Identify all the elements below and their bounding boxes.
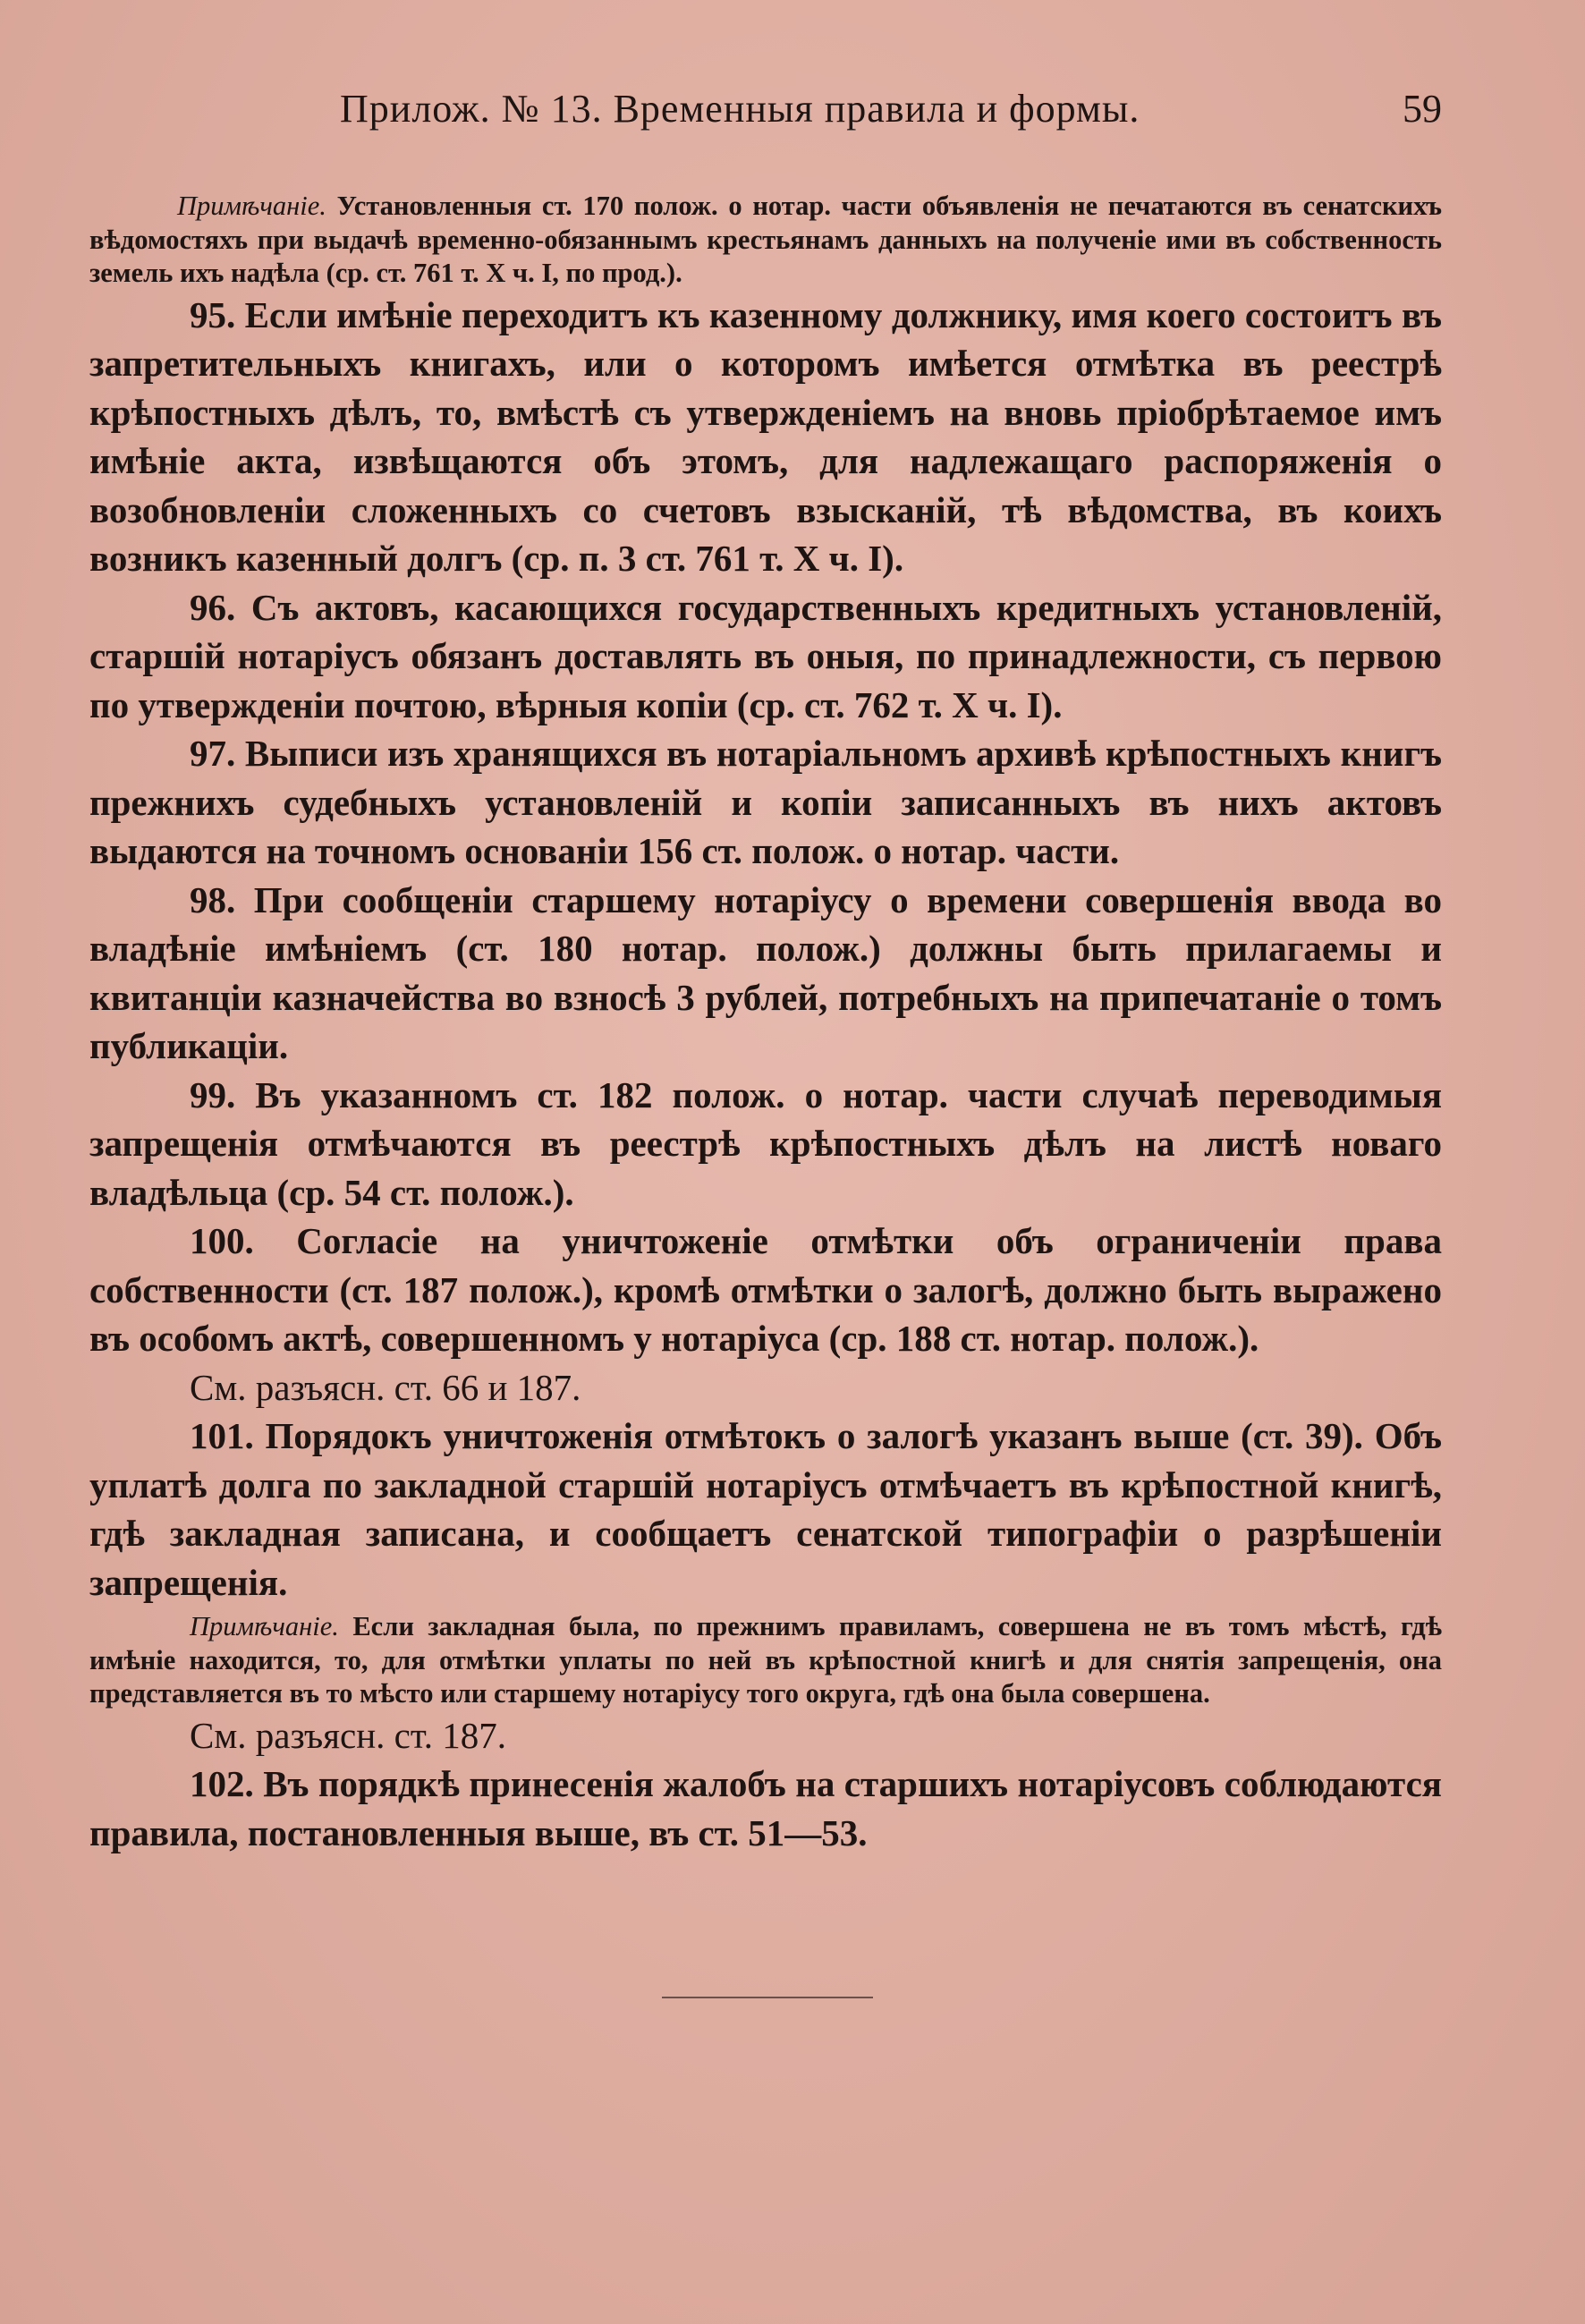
footnote-note bbox=[89, 190, 1442, 291]
note-text: Если закладная была, по прежнимъ правиламъ, совершена не въ томъ мѣстѣ, гдѣ имѣніе находится, то, для отмѣтки уплаты по ней въ крѣпостной книгѣ и для снятія запрещенія, она представляется въ то мѣсто или старшему нотаріусу того округа, гдѣ она была совершена. bbox=[89, 1611, 1443, 1709]
article-102: 102. Въ порядкѣ принесенія жалобъ на старшихъ нотаріусовъ соблюдаются правила, постановленныя выше, въ ст. 51—53. bbox=[89, 1763, 1442, 1853]
page-header bbox=[89, 86, 1442, 140]
page-number: 59 bbox=[1403, 87, 1442, 131]
note-label: Примѣчаніе. bbox=[177, 191, 326, 221]
end-divider bbox=[662, 1997, 873, 1998]
note-text: Установленныя ст. 170 полож. о нотар. части объявленія не печатаются въ сенатскихъ вѣдомостяхъ при выдачѣ временно-обязаннымъ крестьянамъ данныхъ на полученіе ими въ собственность земель ихъ надѣла (ср. ст. 761 т. X ч. I, по прод.). bbox=[89, 191, 1443, 288]
article-99: 99. Въ указанномъ ст. 182 полож. о нотар. части случаѣ переводимыя запрещенія отмѣчаются въ реестрѣ крѣпостныхъ дѣлъ на листѣ новаго владѣльца (ср. 54 ст. полож.). bbox=[89, 1073, 1442, 1213]
cross-reference: См. разъясн. ст. 66 и 187. bbox=[190, 1366, 581, 1408]
article-97: 97. Выписи изъ хранящихся въ нотаріальномъ архивѣ крѣпостныхъ книгъ прежнихъ судебныхъ установленій и копіи записанныхъ въ нихъ актовъ выдаются на точномъ основаніи 156 ст. полож. о нотар. части. bbox=[89, 733, 1442, 871]
article-96: 96. Съ актовъ, касающихся государственныхъ кредитныхъ установленій, старшій нотаріусъ обязанъ доставлять въ оныя, по принадлежности, съ первою по утвержденіи почтою, вѣрныя копіи (ср. ст. 762 т. X ч. I). bbox=[89, 586, 1442, 725]
article-95: 95. Если имѣніе переходитъ къ казенному должнику, имя коего состоитъ въ запретительныхъ книгахъ, или о которомъ имѣется отмѣтка въ реестрѣ крѣпостныхъ дѣлъ, то, вмѣстѣ съ утвержденіемъ на вновь пріобрѣтаемое имъ имѣніе акта, извѣщаются объ этомъ, для надлежащаго распоряженія о возобновленіи сложенныхъ со счетовъ взысканій, тѣ вѣдомства, въ коихъ возникъ казенный долгъ (ср. п. 3 ст. 761 т. X ч. I). bbox=[89, 293, 1442, 579]
article-101: 101. Порядокъ уничтоженія отмѣтокъ о залогѣ указанъ выше (ст. 39). Объ уплатѣ долга по закладной старшій нотаріусъ отмѣчаетъ въ крѣпостной книгѣ, гдѣ закладная записана, и сообщаетъ сенатской типографіи о разрѣшеніи запрещенія. bbox=[89, 1415, 1442, 1603]
article-98: 98. При сообщеніи старшему нотаріусу о времени совершенія ввода во владѣніе имѣніемъ (ст. 180 нотар. полож.) должны быть прилагаемы и квитанціи казначейства во взносѣ 3 рублей, потребныхъ на припечатаніе о томъ публикаціи. bbox=[89, 878, 1442, 1066]
footnote-note bbox=[89, 1610, 1442, 1711]
article-100: 100. Согласіе на уничтоженіе отмѣтки объ ограниченіи права собственности (ст. 187 полож.), кромѣ отмѣтки о залогѣ, должно быть выражено въ особомъ актѣ, совершенномъ у нотаріуса (ср. 188 ст. нотар. полож.). bbox=[89, 1220, 1442, 1359]
note-label: Примѣчаніе. bbox=[190, 1611, 339, 1641]
cross-reference: См. разъясн. ст. 187. bbox=[190, 1714, 506, 1756]
page-body bbox=[89, 190, 1442, 1857]
running-title: Прилож. № 13. Временныя правила и формы. bbox=[340, 87, 1140, 131]
